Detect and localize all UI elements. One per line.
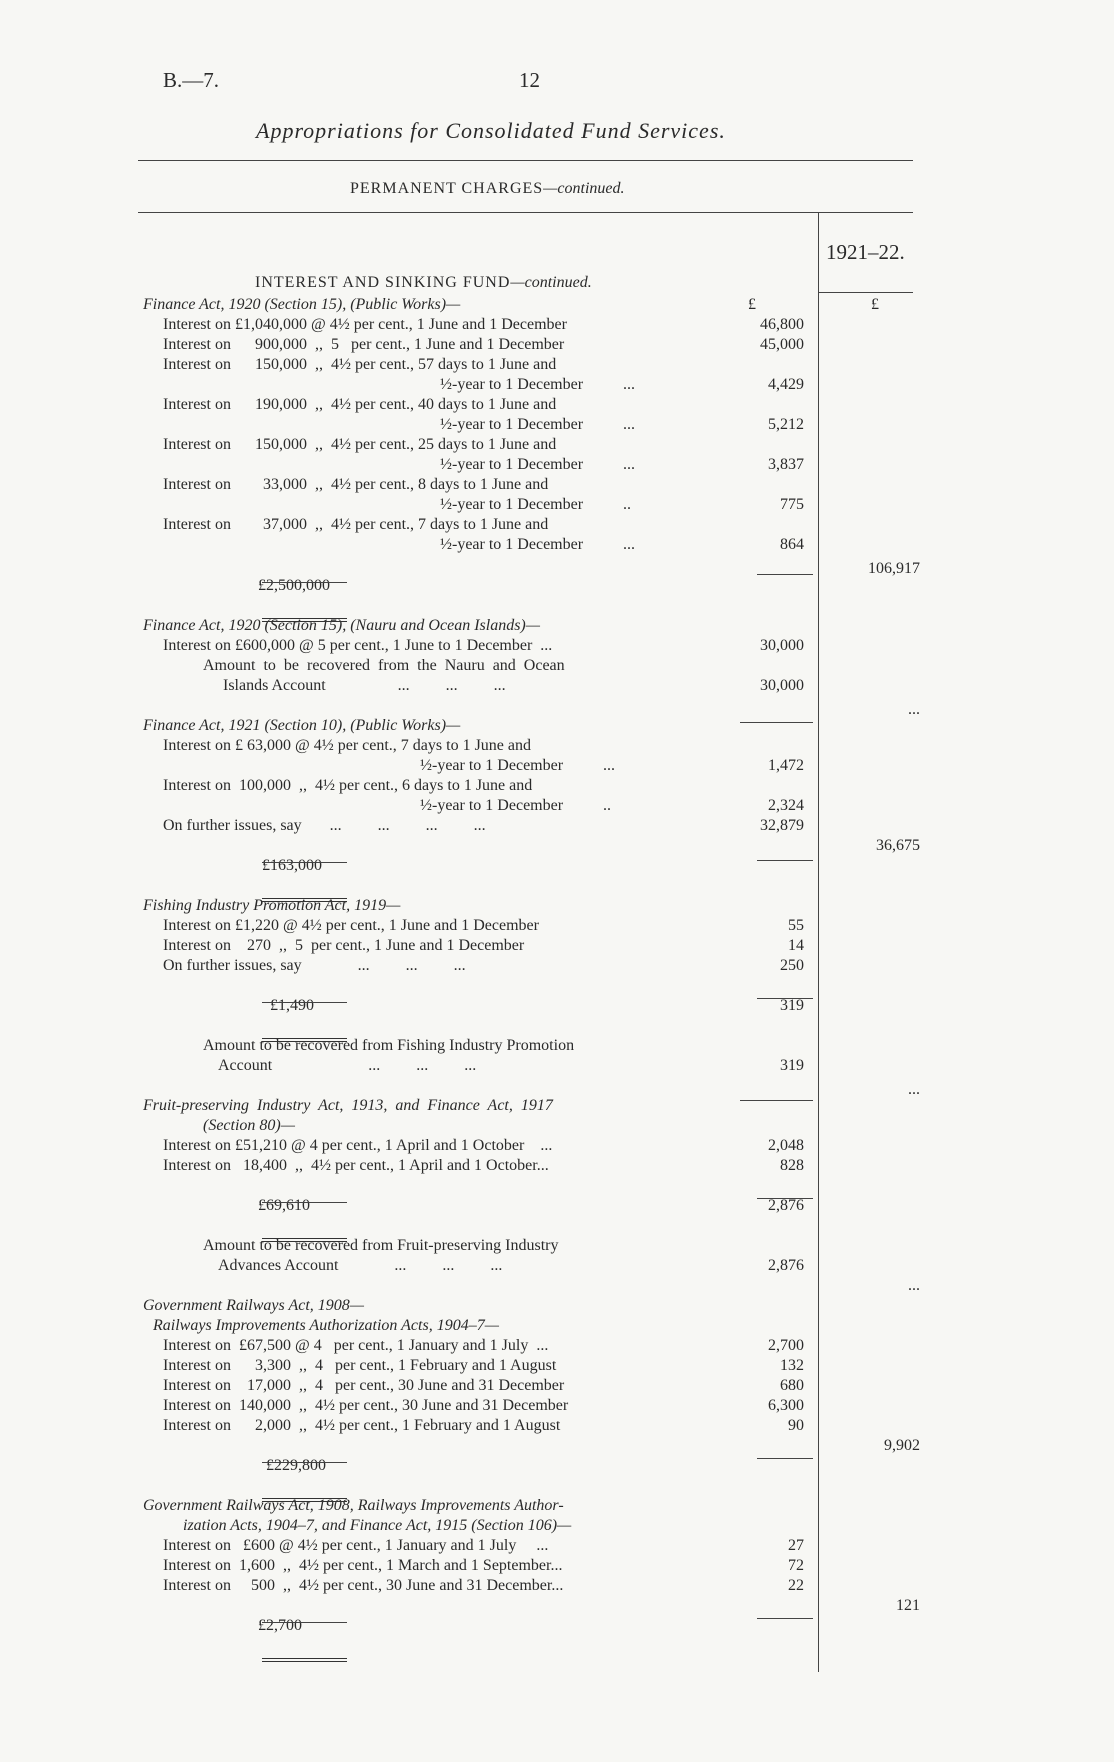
amount-value: 22: [788, 1577, 804, 1594]
line-text: On further issues, say ... ... ... ...: [163, 817, 486, 834]
amount-value: 6,300: [768, 1397, 804, 1414]
principal-double-rule: [262, 1498, 347, 1502]
line-text: £163,000: [262, 857, 322, 874]
amount-value: 2,876: [768, 1197, 804, 1214]
line-text: Interest on 900,000 ,, 5 per cent., 1 June and 1 December: [163, 336, 565, 353]
line-text: ½-year to 1 December ..: [440, 496, 632, 513]
line-text: Government Railways Act, 1908—: [143, 1297, 365, 1314]
total-currency: £: [871, 296, 879, 313]
principal-rule: [262, 1462, 347, 1463]
amount-value: 132: [780, 1357, 804, 1374]
amount-value: 4,429: [768, 376, 804, 393]
line-text: Finance Act, 1920 (Section 15), (Nauru and Ocean Islands)—: [143, 617, 540, 634]
year-header-rule: [818, 292, 913, 293]
amount-value: 46,800: [760, 316, 804, 333]
line-text: ½-year to 1 December ...: [440, 376, 636, 393]
line-text: Finance Act, 1920 (Section 15), (Public Works)—: [143, 296, 461, 313]
amount-value: 319: [780, 1057, 804, 1074]
line-text: (Section 80)—: [203, 1117, 295, 1134]
line-text: Interest on 2,000 ,, 4½ per cent., 1 February and 1 August: [163, 1417, 561, 1434]
amount-value: 3,837: [768, 456, 804, 473]
amount-value: 2,324: [768, 797, 804, 814]
total-value: ...: [908, 1081, 920, 1098]
line-text: Interest on £1,040,000 @ 4½ per cent., 1 June and 1 December: [163, 316, 567, 333]
amount-value: 319: [780, 997, 804, 1014]
line-text: ½-year to 1 December ...: [440, 416, 636, 433]
amount-value: 1,472: [768, 757, 804, 774]
principal-rule: [262, 1202, 347, 1203]
line-text: ization Acts, 1904–7, and Finance Act, 1915 (Section 106)—: [183, 1517, 572, 1534]
line-text: Interest on 3,300 ,, 4 per cent., 1 February and 1 August: [163, 1357, 557, 1374]
subtitle-rule: [138, 212, 913, 213]
line-text: Interest on 190,000 ,, 4½ per cent., 40 days to 1 June and: [163, 396, 557, 413]
title-rule: [138, 160, 913, 161]
line-text: Interest on 17,000 ,, 4 per cent., 30 June and 31 December: [163, 1377, 565, 1394]
line-text: Account ... ... ...: [218, 1057, 477, 1074]
line-text: Amount to be recovered from Fruit-preserving Industry: [203, 1237, 559, 1254]
principal-rule: [262, 862, 347, 863]
amount-value: 775: [780, 496, 804, 513]
subtitle: PERMANENT CHARGES—continued.: [350, 180, 625, 197]
amount-value: 45,000: [760, 336, 804, 353]
page-number: 12: [519, 68, 540, 92]
line-text: Advances Account ... ... ...: [218, 1257, 503, 1274]
line-text: Fruit-preserving Industry Act, 1913, and Finance Act, 1917: [143, 1097, 553, 1114]
total-value: ...: [908, 1277, 920, 1294]
principal-double-rule: [262, 618, 347, 622]
total-value: 121: [896, 1597, 920, 1614]
subtotal-rule: [757, 1458, 813, 1459]
amount-value: 32,879: [760, 817, 804, 834]
amount-value: 27: [788, 1537, 804, 1554]
line-text: Interest on 37,000 ,, 4½ per cent., 7 days to 1 June and: [163, 516, 549, 533]
line-text: On further issues, say ... ... ...: [163, 957, 466, 974]
line-text: ½-year to 1 December ...: [420, 757, 616, 774]
document-code: B.—7.: [163, 68, 220, 92]
total-value: 36,675: [876, 837, 920, 854]
line-text: Fishing Industry Promotion Act, 1919—: [143, 897, 401, 914]
line-text: Interest on £1,220 @ 4½ per cent., 1 June and 1 December: [163, 917, 539, 934]
amount-value: 864: [780, 536, 804, 553]
section-heading: INTEREST AND SINKING FUND—continued.: [255, 274, 592, 291]
amount-value: 2,876: [768, 1257, 804, 1274]
line-text: Interest on £ 63,000 @ 4½ per cent., 7 days to 1 June and: [163, 737, 531, 754]
subtotal-rule: [757, 860, 813, 861]
line-text: Interest on 18,400 ,, 4½ per cent., 1 April and 1 October...: [163, 1157, 549, 1174]
amount-value: 14: [788, 937, 804, 954]
line-text: Interest on 150,000 ,, 4½ per cent., 57 days to 1 June and: [163, 356, 557, 373]
principal-rule: [262, 1622, 347, 1623]
line-text: Government Railways Act, 1908, Railways Improvements Author-: [143, 1497, 564, 1514]
line-text: Interest on 150,000 ,, 4½ per cent., 25 days to 1 June and: [163, 436, 557, 453]
line-text: ½-year to 1 December ...: [440, 456, 636, 473]
line-text: Interest on £600 @ 4½ per cent., 1 January and 1 July ...: [163, 1537, 549, 1554]
total-value: 9,902: [884, 1437, 920, 1454]
line-text: £69,610: [258, 1197, 310, 1214]
amount-value: 2,048: [768, 1137, 804, 1154]
line-text: Amount to be recovered from Fishing Industry Promotion: [203, 1037, 575, 1054]
total-value: ...: [908, 701, 920, 718]
amount-value: 5,212: [768, 416, 804, 433]
subtotal-rule: [757, 1198, 813, 1199]
line-text: Interest on £67,500 @ 4 per cent., 1 January and 1 July ...: [163, 1337, 549, 1354]
subtotal-rule: [740, 1100, 813, 1101]
principal-double-rule: [262, 1038, 347, 1042]
amount-value: 90: [788, 1417, 804, 1434]
line-text: ½-year to 1 December ...: [440, 536, 636, 553]
amount-currency: £: [748, 296, 756, 313]
column-divider: [818, 212, 819, 1672]
amount-value: 828: [780, 1157, 804, 1174]
subtotal-rule: [757, 998, 813, 999]
line-text: Interest on 140,000 ,, 4½ per cent., 30 June and 31 December: [163, 1397, 569, 1414]
line-text: Islands Account ... ... ...: [223, 677, 506, 694]
amount-value: 55: [788, 917, 804, 934]
line-text: ½-year to 1 December ..: [420, 797, 612, 814]
subtotal-rule: [740, 722, 813, 723]
amount-value: 680: [780, 1377, 804, 1394]
amount-value: 30,000: [760, 677, 804, 694]
principal-double-rule: [262, 898, 347, 902]
line-text: Interest on 500 ,, 4½ per cent., 30 June and 31 December...: [163, 1577, 564, 1594]
amount-value: 72: [788, 1557, 804, 1574]
line-text: Railways Improvements Authorization Acts, 1904–7—: [153, 1317, 499, 1334]
line-text: £229,800: [266, 1457, 326, 1474]
principal-rule: [262, 1002, 347, 1003]
line-text: £2,500,000: [258, 577, 330, 594]
year-column-header: 1921–22.: [826, 240, 905, 264]
principal-double-rule: [262, 1658, 347, 1662]
amount-value: 2,700: [768, 1337, 804, 1354]
line-text: £2,700: [258, 1617, 302, 1634]
subtotal-rule: [757, 574, 813, 575]
total-value: 106,917: [868, 560, 920, 577]
line-text: Interest on £51,210 @ 4 per cent., 1 April and 1 October ...: [163, 1137, 553, 1154]
page-title: Appropriations for Consolidated Fund Services.: [256, 118, 726, 143]
line-text: Amount to be recovered from the Nauru and Ocean: [203, 657, 565, 674]
line-text: Interest on 33,000 ,, 4½ per cent., 8 days to 1 June and: [163, 476, 549, 493]
subtotal-rule: [757, 1618, 813, 1619]
amount-value: 30,000: [760, 637, 804, 654]
line-text: Interest on £600,000 @ 5 per cent., 1 June to 1 December ...: [163, 637, 553, 654]
principal-double-rule: [262, 1238, 347, 1242]
line-text: Interest on 100,000 ,, 4½ per cent., 6 days to 1 June and: [163, 777, 533, 794]
line-text: £1,490: [270, 997, 314, 1014]
amount-value: 250: [780, 957, 804, 974]
line-text: Finance Act, 1921 (Section 10), (Public Works)—: [143, 717, 461, 734]
principal-rule: [262, 582, 347, 583]
line-text: Interest on 270 ,, 5 per cent., 1 June and 1 December: [163, 937, 525, 954]
line-text: Interest on 1,600 ,, 4½ per cent., 1 March and 1 September...: [163, 1557, 563, 1574]
